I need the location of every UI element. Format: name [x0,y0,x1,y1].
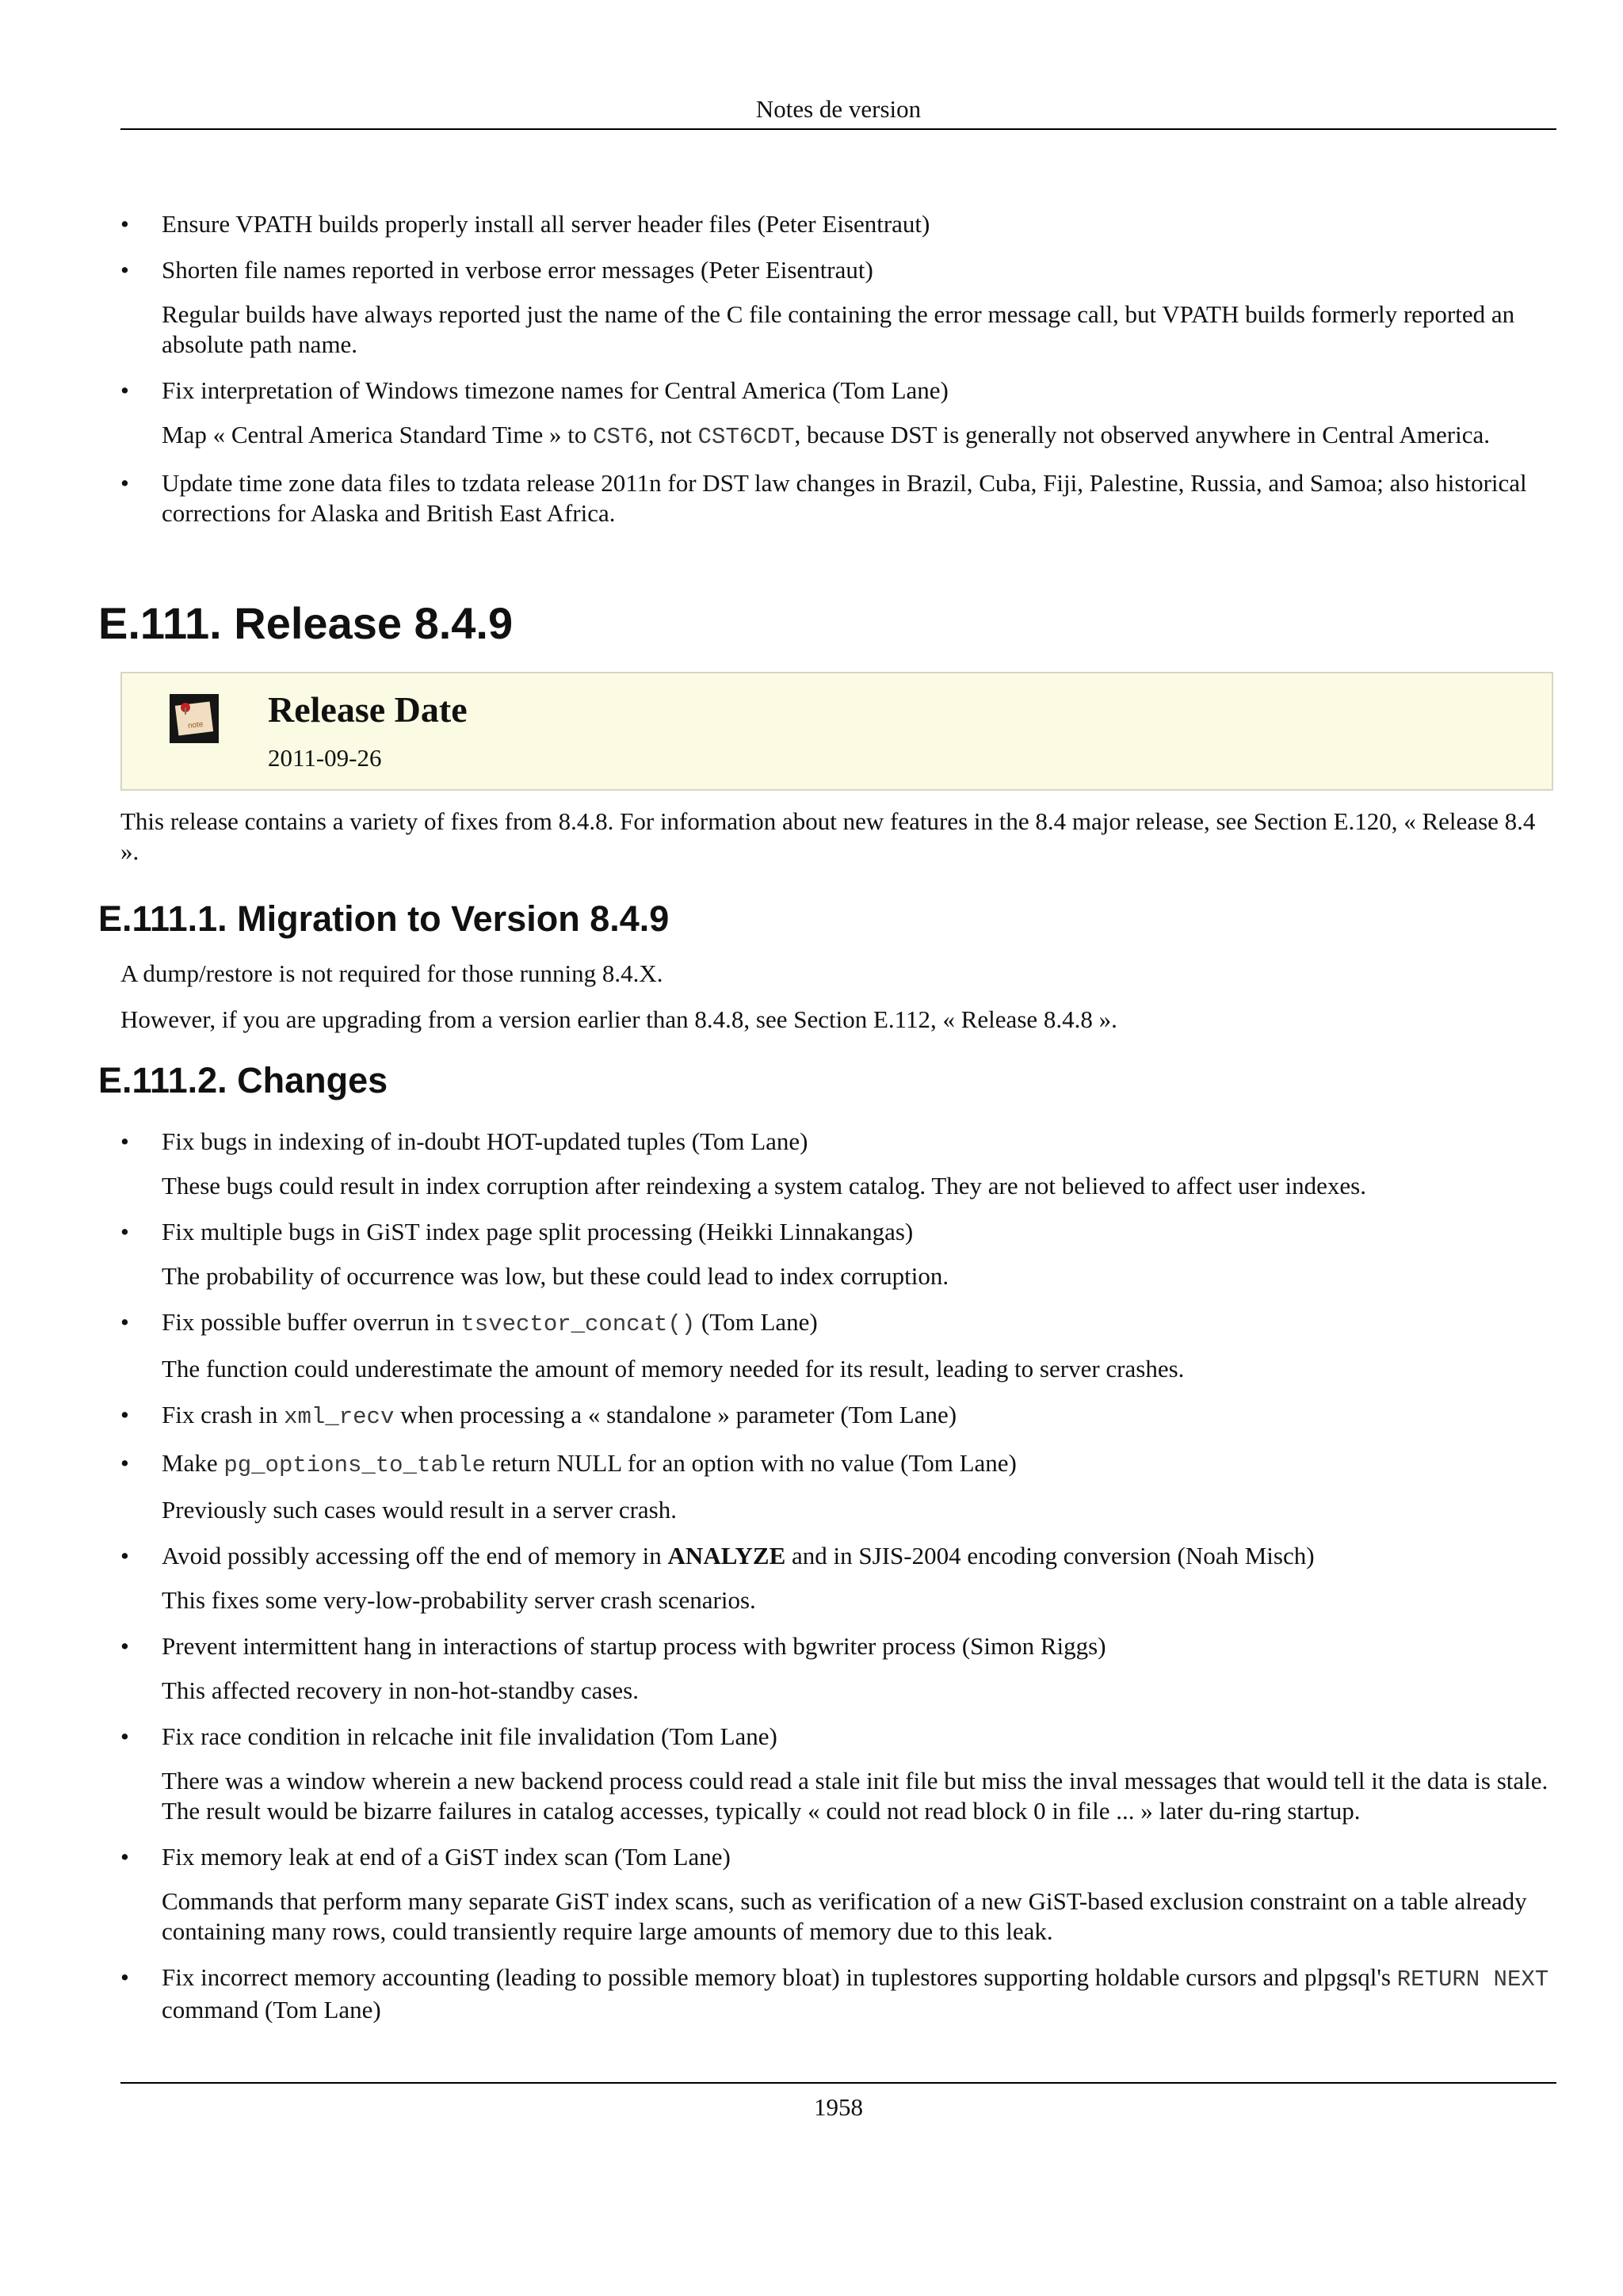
text-run: command (Tom Lane) [162,1996,381,2023]
change-item [120,1962,1556,2025]
item-title [162,209,1556,239]
item-description [162,420,1556,452]
text-run: return NULL for an option with no value (Tom Lane) [486,1449,1017,1477]
item-title [162,1842,1556,1872]
text-run: Fix incorrect memory accounting (leading to possible memory bloat) in tuplestores supporting holdable cursors and plpgsql's [162,1963,1397,1991]
release-intro: This release contains a variety of fixes from 8.4.8. For information about new features in the 8.4 major release, see Section E.120, « Release 8.4 ». [120,807,1536,865]
text-run: , not [647,421,698,448]
item-title [162,1541,1556,1571]
item-description [162,1261,1556,1291]
migration-paragraph: A dump/restore is not required for those running 8.4.X. [120,959,663,987]
text-run: Avoid possibly accessing off the end of memory in [162,1542,668,1569]
code-literal: xml_recv [284,1404,395,1430]
list-item [120,209,1556,239]
bullet-icon: • [120,1127,129,1155]
bullet-icon: • [120,1632,129,1660]
bullet-icon: • [120,256,129,284]
text-run: This fixes some very-low-probability server crash scenarios. [162,1586,756,1614]
item-title [162,1127,1556,1157]
bullet-icon: • [120,1722,129,1750]
text-run: There was a window wherein a new backend process could read a stale init file but miss the inval messages that would tell it the data is stale. The result would be bizarre failures in catalog accesses, typically « could not read block 0 in file ... » later du-ring startup. [162,1767,1549,1825]
item-title [162,1962,1556,2025]
bullet-icon: • [120,1963,129,1991]
text-run: Make [162,1449,224,1477]
list-item [120,255,1556,360]
item-description [162,1886,1556,1947]
bullet-icon: • [120,1308,129,1336]
change-item [120,1842,1556,1947]
text-run: The probability of occurrence was low, but these could lead to index corruption. [162,1262,949,1290]
text-run: These bugs could result in index corruption after reindexing a system catalog. They are not believed to affect user indexes. [162,1172,1366,1199]
header-rule [120,128,1556,130]
code-literal: CST6 [593,424,648,450]
migration-body [120,959,1556,1051]
change-item [120,1400,1556,1432]
item-description [162,1676,1556,1706]
text-run: Fix interpretation of Windows timezone names for Central America (Tom Lane) [162,376,949,404]
bullet-icon: • [120,1843,129,1871]
text-run: This affected recovery in non-hot-standby cases. [162,1676,639,1704]
migration-heading: E.111.1. Migration to Version 8.4.9 [98,898,670,939]
text-run: Previously such cases would result in a server crash. [162,1496,677,1524]
text-run: , because DST is generally not observed anywhere in Central America. [794,421,1490,448]
change-item [120,1541,1556,1615]
bullet-icon: • [120,376,129,404]
change-item [120,1217,1556,1291]
text-run: Prevent intermittent hang in interactions of startup process with bgwriter process (Simon Riggs) [162,1632,1106,1660]
footer-rule [120,2082,1556,2084]
page-number: 1958 [814,2093,863,2121]
text-run: The function could underestimate the amount of memory needed for its result, leading to server crashes. [162,1355,1185,1383]
text-run: (Tom Lane) [695,1308,818,1336]
list-item [120,376,1556,452]
note-icon [170,694,219,743]
code-literal: RETURN NEXT [1396,1966,1549,1993]
item-title [162,1400,1556,1432]
command-name: ANALYZE [667,1542,786,1569]
item-description [162,1171,1556,1201]
item-title [162,255,1556,285]
change-item [120,1307,1556,1384]
bullet-icon: • [120,1449,129,1477]
item-description [162,1766,1556,1826]
text-run: Fix crash in [162,1401,285,1428]
text-run: when processing a « standalone » parameter (Tom Lane) [394,1401,957,1428]
top-item-list [120,209,1556,544]
item-description [162,299,1556,360]
item-title [162,1448,1556,1481]
running-header: Notes de version [755,95,922,123]
document-page [98,0,1556,2296]
bullet-icon: • [120,210,129,238]
release-date-value: 2011-09-26 [268,744,382,772]
text-run: Ensure VPATH builds properly install all server header files (Peter Eisentraut) [162,210,930,238]
text-run: Fix race condition in relcache init file invalidation (Tom Lane) [162,1722,777,1750]
changes-heading: E.111.2. Changes [98,1060,388,1100]
bullet-icon: • [120,1542,129,1569]
bullet-icon: • [120,1401,129,1428]
text-run: Fix possible buffer overrun in [162,1308,461,1336]
item-description [162,1495,1556,1525]
text-run: Update time zone data files to tzdata release 2011n for DST law changes in Brazil, Cuba, Fiji, Palestine, Russia, and Samoa; also historical corrections for Alaska and British East Africa. [162,469,1527,527]
text-run: Fix multiple bugs in GiST index page split processing (Heikki Linnakangas) [162,1218,914,1245]
release-date-note [120,672,1553,791]
text-run: Map « Central America Standard Time » to [162,421,594,448]
code-literal: tsvector_concat() [460,1311,696,1337]
bullet-icon: • [120,1218,129,1245]
item-title [162,1722,1556,1752]
text-run: and in SJIS-2004 encoding conversion (Noah Misch) [785,1542,1315,1569]
code-literal: pg_options_to_table [223,1452,486,1478]
change-item [120,1127,1556,1201]
text-run: Fix bugs in indexing of in-doubt HOT-updated tuples (Tom Lane) [162,1127,808,1155]
changes-list [120,1127,1556,2041]
release-date-title: Release Date [268,689,468,730]
code-literal: CST6CDT [697,424,795,450]
list-item [120,468,1556,528]
item-title [162,1631,1556,1661]
item-title [162,468,1556,528]
change-item [120,1722,1556,1826]
item-description [162,1585,1556,1615]
item-title [162,376,1556,406]
change-item [120,1631,1556,1706]
item-title [162,1307,1556,1340]
migration-paragraph: However, if you are upgrading from a version earlier than 8.4.8, see Section E.112, « Release 8.4.8 ». [120,1005,1117,1033]
text-run: Regular builds have always reported just the name of the C file containing the error message call, but VPATH builds formerly reported an absolute path name. [162,300,1515,358]
text-run: Fix memory leak at end of a GiST index scan (Tom Lane) [162,1843,731,1871]
item-title [162,1217,1556,1247]
text-run: Shorten file names reported in verbose error messages (Peter Eisentraut) [162,256,873,284]
bullet-icon: • [120,469,129,497]
change-item [120,1448,1556,1525]
note-icon-label: note [187,719,204,731]
text-run: Commands that perform many separate GiST index scans, such as verification of a new GiST-based exclusion constraint on a table already containing many rows, could transiently require large amounts of memory due to this leak. [162,1887,1527,1945]
section-title: E.111. Release 8.4.9 [98,598,514,648]
item-description [162,1354,1556,1384]
